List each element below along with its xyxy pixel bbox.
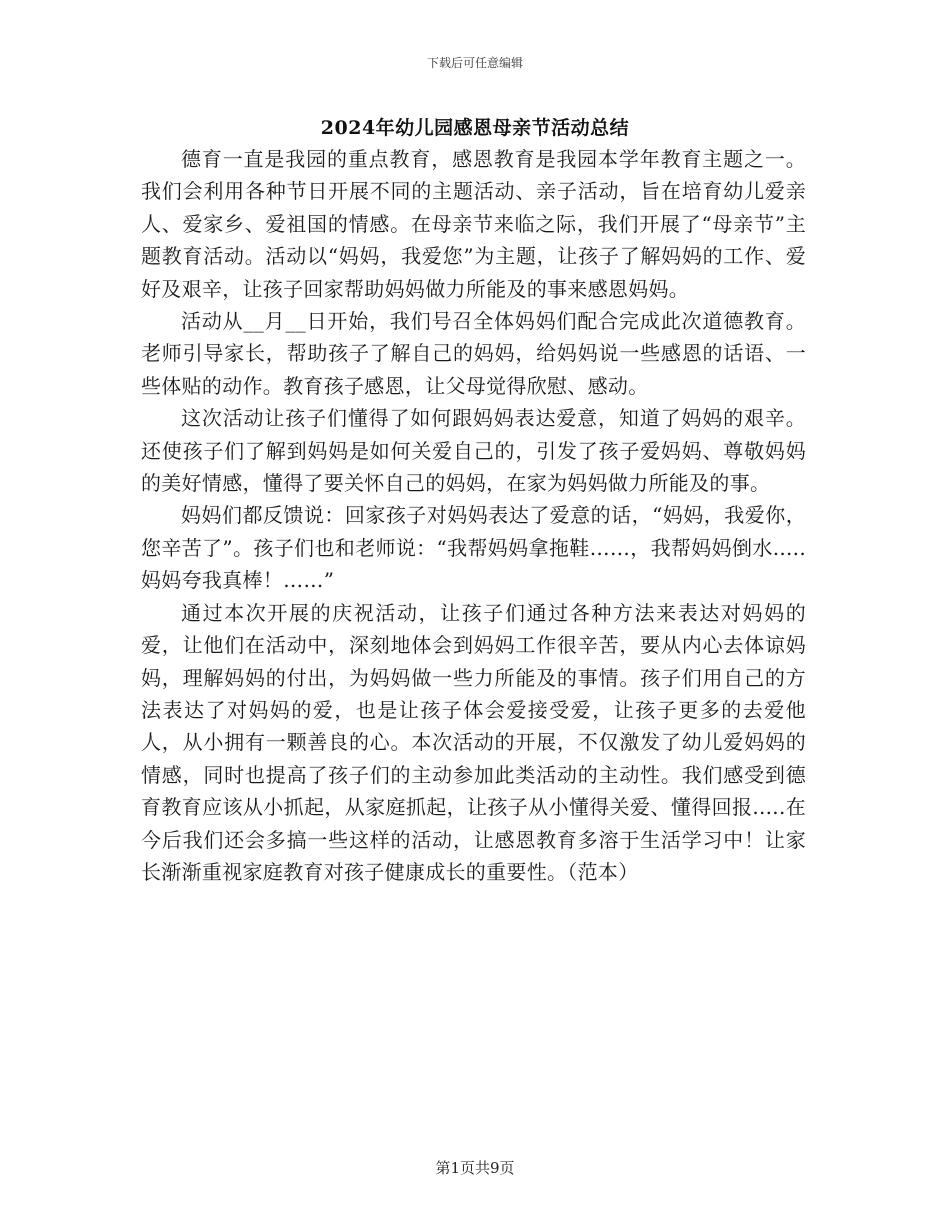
paragraph-2: 活动从__月__日开始，我们号召全体妈妈们配合完成此次道德教育。老师引导家长，帮助孩子了解自己的妈妈，给妈妈说一些感恩的话语、一些体贴的动作。教育孩子感恩，让父母觉得欣慰、感动。 bbox=[141, 309, 806, 398]
document-body bbox=[141, 143, 806, 888]
paragraph-3: 这次活动让孩子们懂得了如何跟妈妈表达爱意，知道了妈妈的艰辛。还使孩子们了解到妈妈是如何关爱自己的，引发了孩子爱妈妈、尊敬妈妈的美好情感，懂得了要关怀自己的妈妈，在家为妈妈做力所能及的事。 bbox=[141, 406, 806, 496]
paragraph-1: 德育一直是我园的重点教育，感恩教育是我园本学年教育主题之一。我们会利用各种节日开展不同的主题活动、亲子活动，旨在培育幼儿爱亲人、爱家乡、爱祖国的情感。在母亲节来临之际，我们开展了“母亲节”主题教育活动。活动以“妈妈，我爱您”为主题，让孩子了解妈妈的工作、爱好及艰辛，让孩子回家帮助妈妈做力所能及的事来感恩妈妈。 bbox=[141, 147, 806, 301]
document-title: 2024年幼儿园感恩母亲节活动总结 bbox=[320, 117, 630, 139]
paragraph-5: 通过本次开展的庆祝活动，让孩子们通过各种方法来表达对妈妈的爱，让他们在活动中，深刻地体会到妈妈工作很辛苦，要从内心去体谅妈妈，理解妈妈的付出，为妈妈做一些力所能及的事情。孩子们用自己的方法表达了对妈妈的爱，也是让孩子体会爱接受爱，让孩子更多的去爱他人，从小拥有一颗善良的心。本次活动的开展，不仅激发了幼儿爱妈妈的情感，同时也提高了孩子们的主动参加此类活动的主动性。我们感受到德育教育应该从小抓起，从家庭抓起，让孩子从小懂得关爱、懂得回报.....在今后我们还会多搞一些这样的活动，让感恩教育多溶于生活学习中！让家长渐渐重视家庭教育对孩子健康成长的重要性。（范本） bbox=[141, 600, 806, 884]
page-number: 第1页共9页 bbox=[435, 1159, 515, 1177]
header-note: 下载后可任意编辑 bbox=[426, 56, 523, 70]
paragraph-4: 妈妈们都反馈说：回家孩子对妈妈表达了爱意的话，“妈妈，我爱你，您辛苦了”。孩子们也和老师说：“我帮妈妈拿拖鞋……，我帮妈妈倒水.....妈妈夸我真棒！……” bbox=[141, 503, 806, 593]
